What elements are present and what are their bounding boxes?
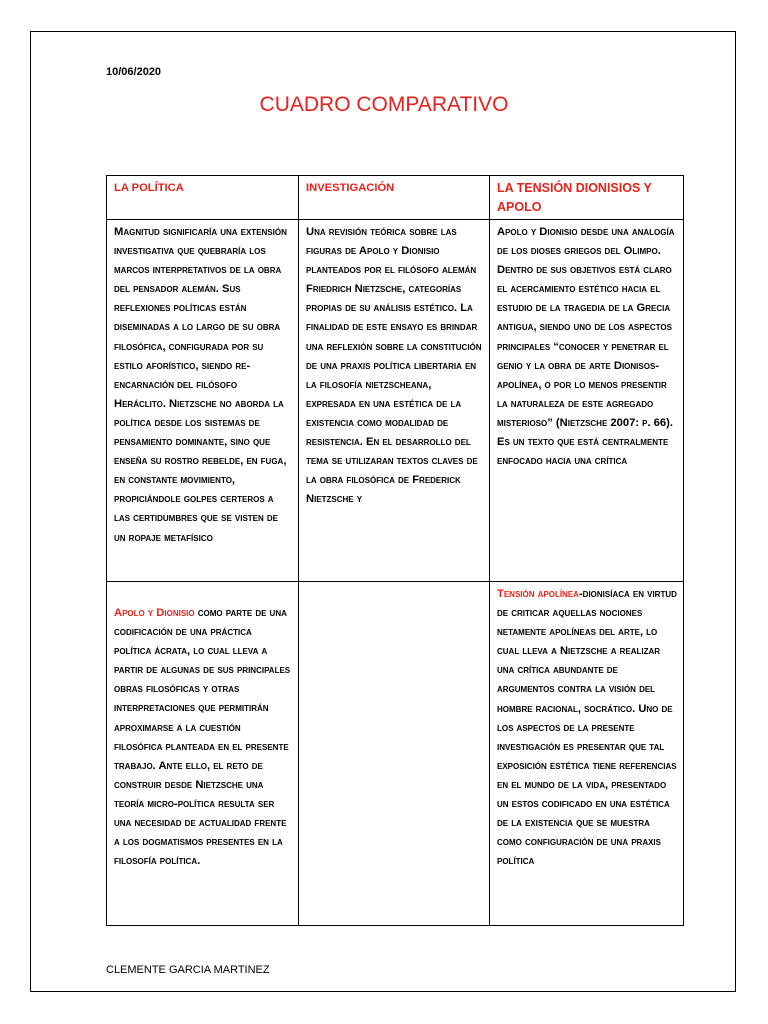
header-tension: LA TENSIÓN DIONISIOS Y APOLO bbox=[490, 176, 684, 220]
highlight-tension-apolinea: Tensión apolínea bbox=[497, 588, 579, 600]
header-investigacion: INVESTIGACIÓN bbox=[299, 176, 490, 220]
header-politica: LA POLÍTICA bbox=[107, 176, 299, 220]
table-header-row bbox=[107, 176, 684, 220]
cell-tension-2 bbox=[490, 582, 684, 926]
table-row bbox=[107, 582, 684, 926]
author-footer: CLEMENTE GARCIA MARTINEZ bbox=[106, 964, 270, 976]
cell-investigacion-2 bbox=[299, 582, 490, 926]
comparison-table bbox=[106, 175, 684, 926]
document-date: 10/06/2020 bbox=[106, 66, 162, 78]
cell-tension-1: Apolo y Dionisio desde una analogía de los dioses griegos del Olimpo. Dentro de sus objetivos está claro el acercamiento estético hacia el estudio de la tragedia de la Grecia antigua, siendo uno de los aspectos principales “conocer y penetrar el genio y la obra de arte Dionisos-apolínea, o por lo menos presentir la naturaleza de este agregado misterioso” (Nietzsche 2007: p. 66). Es un texto que está centralmente enfocado hacia una crítica bbox=[490, 220, 684, 582]
cell-politica-1: Magnitud significaría una extensión investigativa que quebraría los marcos interpretativos de la obra del pensador alemán. Sus reflexiones políticas están diseminadas a lo largo de su obra filosófica, configurada por su estilo aforístico, siendo re-encarnación del filósofo Heráclito. Nietzsche no aborda la política desde los sistemas de pensamiento dominante, sino que enseña su rostro rebelde, en fuga, en constante movimiento, propiciándole golpes certeros a las certidumbres que se visten de un ropaje metafísico bbox=[107, 220, 299, 582]
highlight-apolo-dionisio: Apolo y Dionisio bbox=[114, 607, 195, 619]
cell-politica-2-text: como parte de una codificación de una práctica política ácrata, lo cual lleva a partir de algunas de sus principales obras filosóficas y otras interpretaciones que permitirán aproximarse a la cuestión filosófica planteada en el presente trabajo. Ante ello, el reto de construir desde Nietzsche una teoría micro-política resulta ser una necesidad de actualidad frente a los dogmatismos presentes en la filosofía política. bbox=[114, 607, 291, 868]
cell-tension-2-text: -dionisíaca en virtud de criticar aquellas nociones netamente apolíneas del arte, lo cual lleva a Nietzsche a realizar una crítica abundante de argumentos contra la visión del hombre racional, socrático. Uno de los aspectos de la presente investigación es presentar que tal exposición estética tiene referencias en el mundo de la vida, presentado un estos codificado en una estética de la existencia que se muestra como configuración de una praxis política bbox=[497, 588, 677, 868]
document-title: CUADRO COMPARATIVO bbox=[259, 93, 509, 116]
cell-investigacion-1: Una revisión teórica sobre las figuras de Apolo y Dionisio planteados por el filósofo alemán Friedrich Nietzsche, categorías propias de su análisis estético. La finalidad de este ensayo es brindar una reflexión sobre la constitución de una praxis política libertaria en la filosofía nietzscheana, expresada en una estética de la existencia como modalidad de resistencia. En el desarrollo del tema se utilizaran textos claves de la obra filosófica de Frederick Nietzsche y bbox=[299, 220, 490, 582]
table-row bbox=[107, 220, 684, 582]
cell-politica-2 bbox=[107, 582, 299, 926]
